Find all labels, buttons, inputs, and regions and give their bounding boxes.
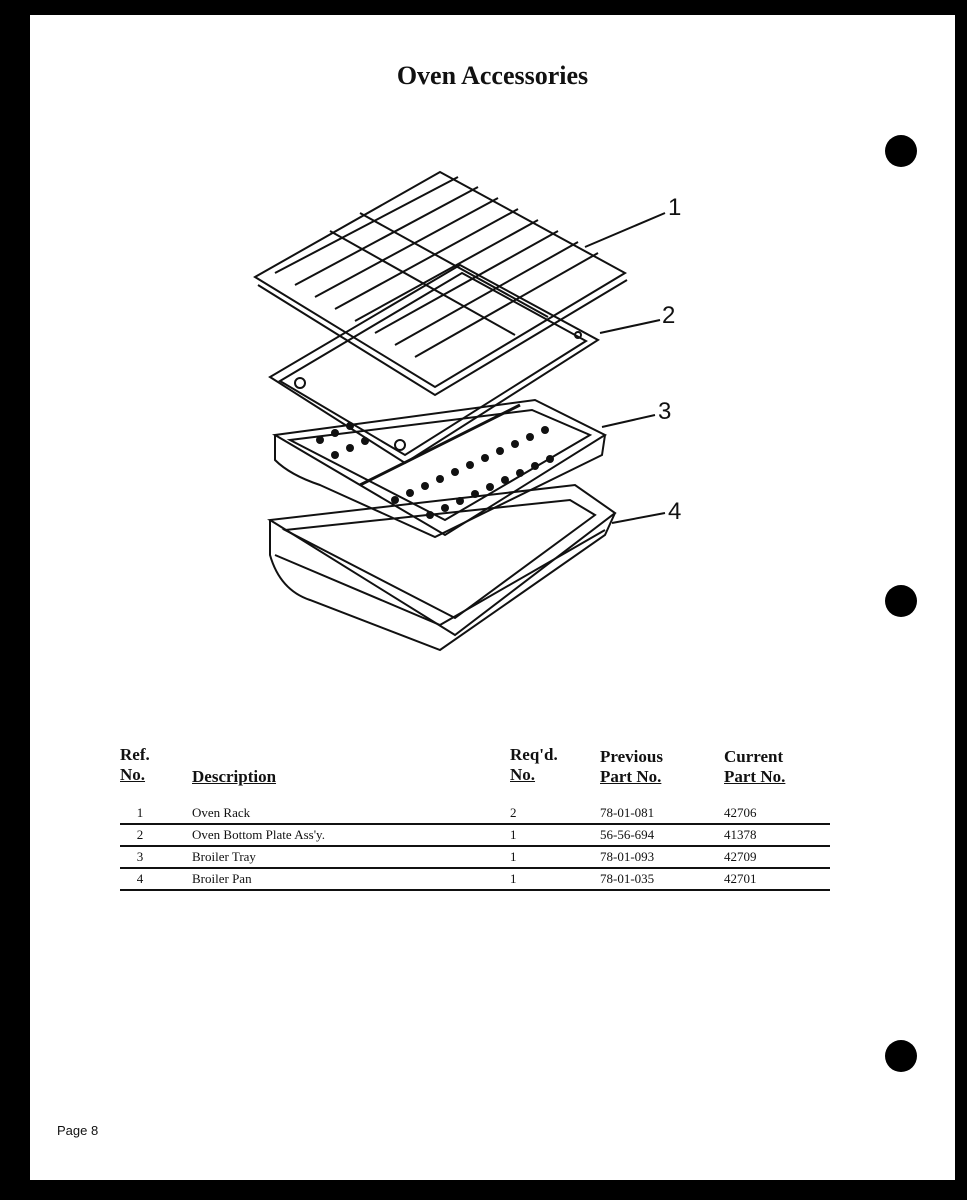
header-ref-line2: No. (120, 765, 146, 784)
scan-bottom-edge (0, 1180, 967, 1200)
header-req-line2: No. (510, 765, 536, 784)
page-title: Oven Accessories (396, 61, 589, 90)
callout-1: 1 (668, 194, 682, 221)
callout-3: 3 (658, 398, 672, 425)
table-row (120, 869, 830, 891)
cell-ref: 4 (136, 871, 144, 886)
header-prev-line1: Previous (600, 747, 663, 766)
cell-req: 1 (510, 827, 517, 842)
header-prev-line2: Part No. (600, 767, 662, 786)
table-header (120, 743, 830, 803)
cell-previous: 78-01-035 (600, 871, 655, 886)
cell-description: Broiler Tray (192, 849, 256, 864)
cell-description: Broiler Pan (192, 871, 252, 886)
header-cur-line2: Part No. (724, 767, 786, 786)
header-req-line1: Req'd. (510, 745, 558, 764)
header-ref-line1: Ref. (120, 745, 150, 764)
cell-req: 1 (510, 849, 517, 864)
cell-ref: 3 (136, 849, 144, 864)
cell-req: 2 (510, 805, 517, 820)
cell-current: 42709 (724, 849, 757, 864)
table-row (120, 847, 830, 869)
oven-rack-drawing (255, 172, 627, 395)
page-number: Page 8 (57, 1123, 99, 1138)
exploded-parts-diagram (30, 15, 955, 715)
leader-line-1 (585, 213, 665, 247)
parts-table (120, 743, 830, 891)
table-row (120, 825, 830, 847)
table-row (120, 803, 830, 825)
leader-line-2 (600, 320, 660, 333)
cell-previous: 78-01-093 (600, 849, 655, 864)
header-cur-line1: Current (724, 747, 784, 766)
binder-hole-bottom (885, 1040, 917, 1072)
leader-line-3 (602, 415, 655, 427)
cell-ref: 2 (136, 827, 144, 842)
cell-current: 42701 (724, 871, 757, 886)
cell-current: 41378 (724, 827, 757, 842)
cell-previous: 78-01-081 (600, 805, 655, 820)
broiler-tray-drawing (275, 400, 605, 537)
callout-2: 2 (662, 302, 676, 329)
cell-ref: 1 (136, 805, 144, 820)
document-page (30, 15, 955, 1183)
cell-previous: 56-56-694 (600, 827, 655, 842)
header-description: Description (192, 767, 277, 786)
cell-description: Oven Bottom Plate Ass'y. (192, 827, 325, 842)
cell-req: 1 (510, 871, 517, 886)
callout-4: 4 (668, 498, 682, 525)
leader-line-4 (612, 513, 665, 523)
cell-description: Oven Rack (192, 805, 251, 820)
cell-current: 42706 (724, 805, 757, 820)
